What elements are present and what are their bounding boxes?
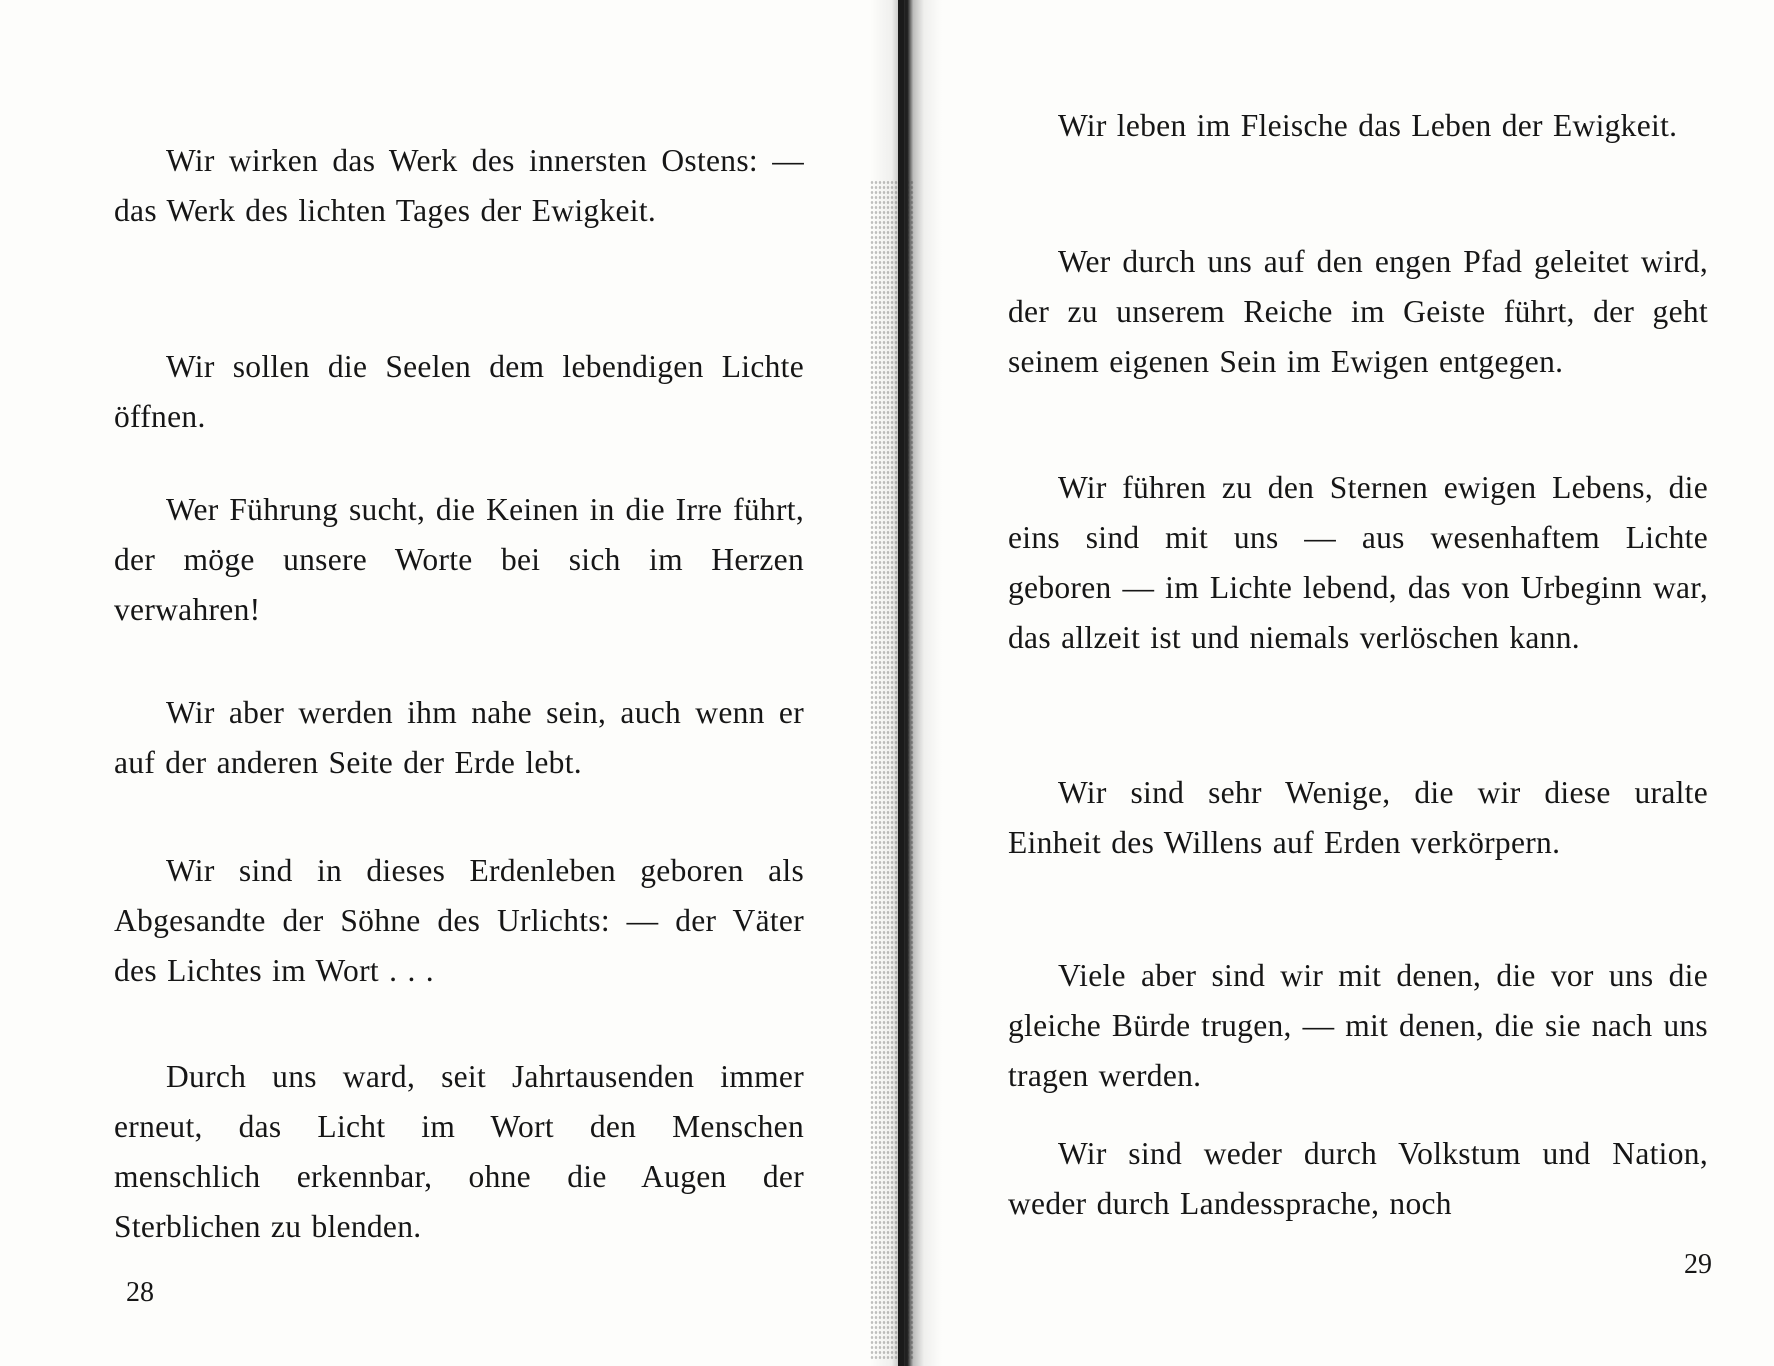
gutter-scan-noise bbox=[870, 180, 914, 1360]
book-spine-line bbox=[898, 0, 904, 1366]
left-page bbox=[114, 0, 804, 1366]
right-paragraph-6: Wir sind weder durch Volkstum und Nation, weder durch Landessprache, noch bbox=[1008, 1136, 1708, 1221]
right-paragraph-2: Wer durch uns auf den engen Pfad geleitet wird, der zu unserem Reiche im Geiste führt, der geht seinem eigenen Sein im Ewigen entgegen. bbox=[1008, 244, 1708, 379]
right-paragraph-4: Wir sind sehr Wenige, die wir diese uralte Einheit des Willens auf Erden verkörpern. bbox=[1008, 775, 1708, 860]
right-paragraph-3: Wir führen zu den Sternen ewigen Lebens, die eins sind mit uns — aus wesenhaftem Lichte geboren — im Lichte lebend, das von Urbeginn war, das allzeit ist und niemals verlöschen kann. bbox=[1008, 470, 1708, 655]
left-paragraph-2: Wir sollen die Seelen dem lebendigen Lichte öffnen. bbox=[114, 349, 804, 434]
page-number-left: 28 bbox=[126, 1277, 154, 1308]
left-paragraph-1: Wir wirken das Werk des innersten Ostens: — das Werk des lichten Tages der Ewigkeit. bbox=[114, 143, 804, 228]
left-paragraph-3: Wer Führung sucht, die Keinen in die Irre führt, der möge unsere Worte bei sich im Herzen verwahren! bbox=[114, 492, 804, 627]
right-page bbox=[1008, 0, 1712, 1366]
right-paragraph-5: Viele aber sind wir mit denen, die vor uns die gleiche Bürde trugen, — mit denen, die sie nach uns tragen werden. bbox=[1008, 958, 1708, 1093]
left-paragraph-6: Durch uns ward, seit Jahrtausenden immer erneut, das Licht im Wort den Menschen menschlich erkennbar, ohne die Augen der Sterblichen zu blenden. bbox=[114, 1059, 804, 1244]
left-paragraph-4: Wir aber werden ihm nahe sein, auch wenn er auf der anderen Seite der Erde lebt. bbox=[114, 695, 804, 780]
left-paragraph-5: Wir sind in dieses Erdenleben geboren als Abgesandte der Söhne des Urlichts: — der Väter des Lichtes im Wort . . . bbox=[114, 853, 804, 988]
page-number-right: 29 bbox=[1684, 1249, 1712, 1280]
right-paragraph-1: Wir leben im Fleische das Leben der Ewigkeit. bbox=[1058, 108, 1678, 143]
